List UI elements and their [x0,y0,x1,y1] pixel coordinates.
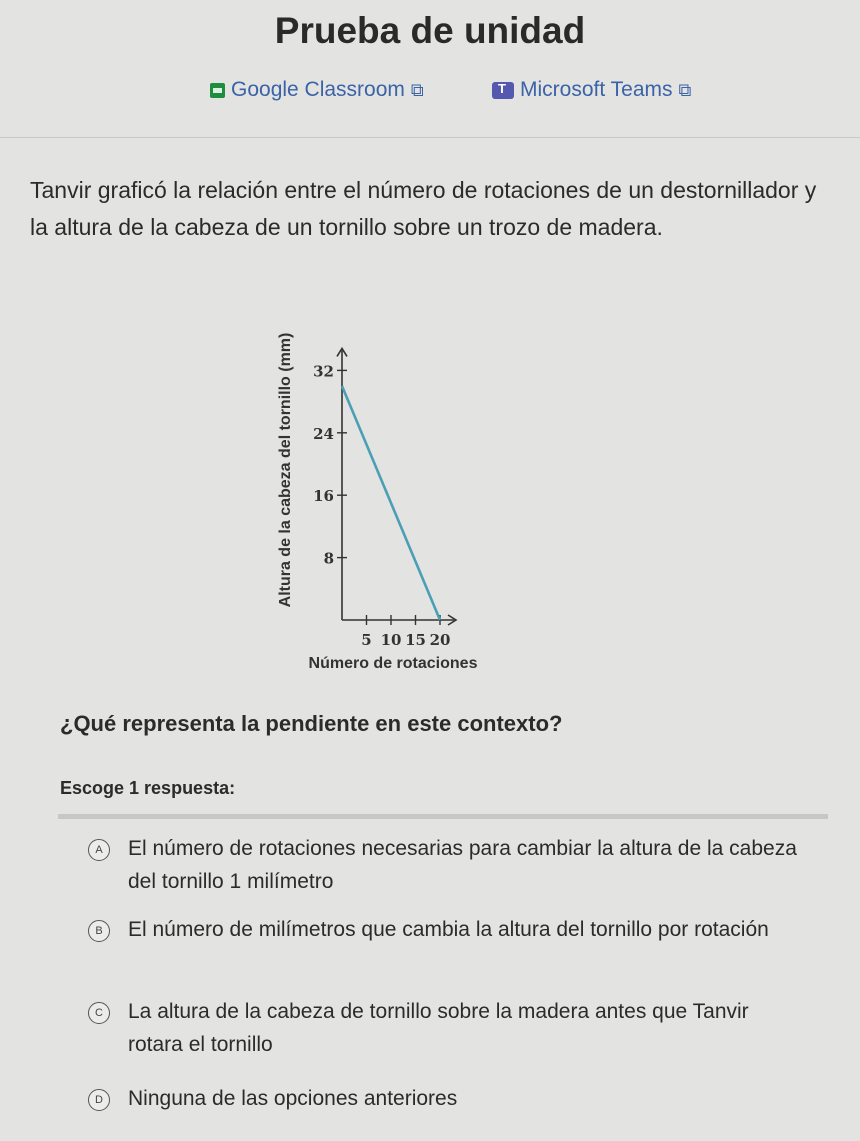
y-tick-label: 16 [313,487,334,506]
option-c[interactable] [88,995,808,1061]
google-classroom-label: Google Classroom [231,78,405,101]
option-b-text: El número de milímetros que cambia la altura del tornillo por rotación [128,918,769,941]
microsoft-teams-label: Microsoft Teams [520,78,673,101]
header-divider [0,137,860,138]
external-link-icon: ⧉ [410,79,424,100]
y-tick-label: 8 [323,549,334,568]
answer-instruction: Escoge 1 respuesta: [60,778,236,798]
x-tick-label: 5 [361,631,372,649]
page-title: Prueba de unidad [274,10,586,51]
x-tick-label: 10 [380,631,402,649]
option-a-text: El número de rotaciones necesarias para cambiar la altura de la cabeza del tornillo 1 milímetro [128,837,797,893]
option-a-radio[interactable]: A [88,839,110,861]
options-divider [58,814,828,819]
google-classroom-link[interactable] [210,78,424,102]
chart-svg [250,328,610,688]
microsoft-teams-icon [492,82,514,99]
question-text: ¿Qué representa la pendiente en este contexto? [60,711,563,736]
external-link-icon: ⧉ [678,79,692,100]
option-d[interactable] [88,1082,808,1115]
option-c-text: La altura de la cabeza de tornillo sobre la madera antes que Tanvir rotara el tornillo [128,1000,749,1056]
y-axis-label: Altura de la cabeza del tornillo (mm) [277,332,294,608]
share-links [0,78,860,108]
option-d-radio[interactable]: D [88,1089,110,1111]
y-tick-label: 24 [313,424,334,443]
microsoft-teams-link[interactable] [492,78,691,102]
x-tick-label: 15 [405,631,426,649]
option-c-radio[interactable]: C [88,1002,110,1024]
option-a[interactable] [88,832,808,898]
problem-prompt: Tanvir graficó la relación entre el número de rotaciones de un destornillador y la altura de la cabeza de un tornillo sobre un trozo de madera. [30,177,817,240]
option-b-radio[interactable]: B [88,920,110,942]
google-classroom-icon [210,83,225,98]
option-b[interactable] [88,913,808,946]
x-tick-label: 20 [429,631,451,649]
x-axis-label: Número de rotaciones [308,655,478,672]
option-d-text: Ninguna de las opciones anteriores [128,1087,458,1110]
series-line [342,386,440,620]
line-chart [250,328,610,688]
y-tick-label: 32 [313,362,334,381]
